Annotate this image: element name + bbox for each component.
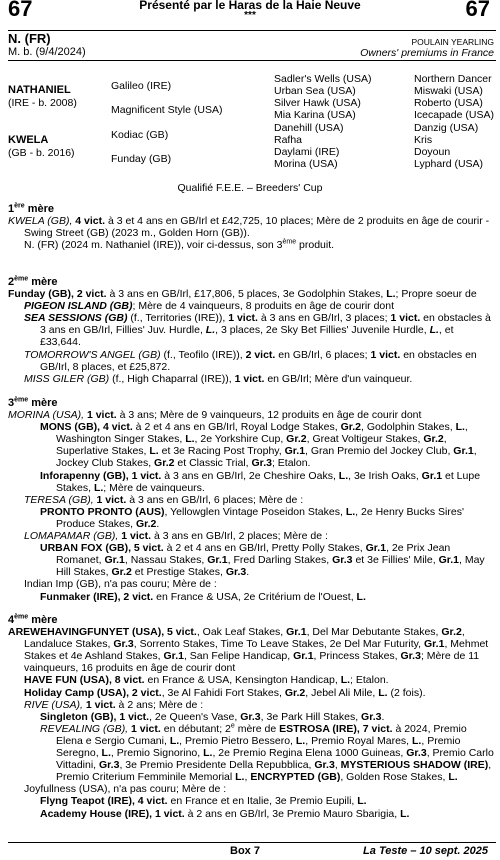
- pedigree-gen3: Daylami (IRE): [274, 146, 340, 158]
- dam-info: (GB - b. 2016): [8, 147, 75, 159]
- pedigree-gen3: Silver Hawk (USA): [274, 97, 361, 109]
- second-dam-section: [8, 276, 494, 385]
- lot-number-left: 67: [8, 0, 33, 21]
- produce-line: LOMAPAMAR (GB), 1 vict. à 3 ans en GB/Irl, 2 places; Mère de :: [24, 530, 328, 543]
- sub-header-rule: [8, 60, 496, 61]
- dam-paragraph: MORINA (USA), 1 vict. à 3 ans; Mère de 9 vainqueurs, 12 produits en âge de courir dont: [8, 409, 422, 422]
- stars: ***: [244, 10, 256, 21]
- footer-sale: La Teste – 10 sept. 2025: [363, 845, 488, 857]
- section-title-m2: 2ème mère: [8, 275, 58, 288]
- pedigree-gen4: Miswaki (USA): [414, 85, 483, 97]
- pedigree-gen4: Icecapade (USA): [414, 109, 494, 121]
- produce-line: Joyfullness (USA), n'a pas couru; Mère de :: [24, 783, 227, 796]
- produce-line: PRONTO PRONTO (AUS), Yellowglen Vintage Poseidon Stakes, L., 2e Henry Bucks Sires' Produce Stakes, Gr.2.: [40, 505, 464, 530]
- produce-line: Inforapenny (GB), 1 vict. à 3 ans en GB/Irl, 2e Cheshire Oaks, L., 3e Irish Oaks, Gr.1 et Lupe Stakes, L.; Mère de vainqueurs.: [40, 469, 481, 494]
- header-rule: [8, 30, 496, 31]
- pedigree-gen4: Northern Dancer: [414, 73, 492, 85]
- pedigree-gen2: Magnificent Style (USA): [111, 104, 223, 116]
- horse-category: POULAIN YEARLING: [411, 37, 494, 47]
- dam-paragraph: Funday (GB), 2 vict. à 3 ans en GB/Irl, £17,806, 5 places, 3e Godolphin Stakes, L.; Propre soeur de PIGEON ISLAND (GB); Mère de 4 vainqueurs, 8 produits en âge de courir dont: [8, 288, 477, 313]
- third-dam-section: [8, 397, 494, 603]
- pedigree-gen3: Sadler's Wells (USA): [274, 73, 372, 85]
- presenter: Présenté par le Haras de la Haie Neuve: [139, 0, 361, 12]
- lot-number-right: 67: [465, 0, 490, 21]
- footer-rule: [8, 842, 496, 843]
- sire-name: NATHANIEL: [8, 84, 71, 96]
- pedigree-gen3: Urban Sea (USA): [274, 85, 356, 97]
- produce-line: RIVE (USA), 1 vict. à 2 ans; Mère de :: [24, 698, 204, 711]
- pedigree-gen2: Kodiac (GB): [111, 129, 169, 141]
- produce-line: TOMORROW'S ANGEL (GB) (f., Teofilo (IRE)), 2 vict. en GB/Irl, 6 places; 1 vict. en obstacles en GB/Irl, 8 places, et £25,872.: [24, 348, 477, 373]
- pedigree-gen3: Rafha: [274, 134, 303, 146]
- footer-box: Box 7: [230, 845, 260, 857]
- fourth-dam-section: [8, 614, 494, 820]
- dam-name: KWELA: [8, 134, 49, 146]
- produce-line: Singleton (GB), 1 vict., 2e Queen's Vase, Gr.3, 3e Park Hill Stakes, Gr.3.: [40, 710, 385, 723]
- pedigree-gen2: Funday (GB): [111, 153, 172, 165]
- produce-line: MONS (GB), 4 vict. à 2 et 4 ans en GB/Irl, Royal Lodge Stakes, Gr.2, Godolphin Stakes, L., Washington Singer Stakes, L., 2e Yorkshire Cup, Gr.2, Great Voltigeur Stakes, Gr.2, Superlative Stakes, L. et 3e Racing Post Trophy, Gr.1, Gran Premio del Jockey Club, Gr.1, Jockey Club Stakes, Gr.2 et Classic Trial, Gr.3; Etalon.: [40, 421, 477, 470]
- pedigree-gen3: Morina (USA): [274, 158, 338, 170]
- dam-paragraph: KWELA (GB), 4 vict. à 3 et 4 ans en GB/Irl et £42,725, 10 places; Mère de 2 produits en âge de courir -: [8, 215, 490, 228]
- pedigree-gen2: Galileo (IRE): [111, 80, 172, 92]
- owners-premiums: Owners' premiums in France: [360, 47, 494, 59]
- pedigree-gen3: Mia Karina (USA): [274, 109, 356, 121]
- produce-line: SEA SESSIONS (GB) (f., Territories (IRE)), 1 vict. à 3 ans en GB/Irl, 3 places; 1 vict. en obstacles à 3 ans en GB/Irl, Fillies' Juv. Hurdle, L., 3 places, 2e Sky Bet Fillies' Juvenile Hurdle, L., et £33,644.: [24, 312, 491, 349]
- section-title-m1: 1ère mère: [8, 202, 54, 215]
- produce-line: Indian Imp (GB), n'a pas couru; Mère de :: [24, 578, 217, 591]
- first-dam-section: [8, 203, 494, 251]
- produce-line: Holiday Camp (USA), 2 vict., 3e Al Fahidi Fort Stakes, Gr.2, Jebel Ali Mile, L. (2 fois).: [24, 686, 426, 699]
- produce-line: Swing Street (GB) (2023 m., Golden Horn (GB)).: [24, 227, 250, 240]
- pedigree-gen4: Roberto (USA): [414, 97, 483, 109]
- produce-line: Academy House (IRE), 1 vict. à 2 ans en GB/Irl, 3e Premio Mauro Sbarigia, L.: [40, 807, 410, 820]
- pedigree-gen3: Danehill (USA): [274, 122, 344, 134]
- produce-line: URBAN FOX (GB), 5 vict. à 2 et 4 ans en GB/Irl, Pretty Polly Stakes, Gr.1, 2e Prix Jean Romanet, Gr.1, Nassau Stakes, Gr.1, Fred Darling Stakes, Gr.3 et 3e Fillies' Mile, Gr.1, May Hill Stakes, Gr.2 et Prestige Stakes, Gr.3.: [40, 542, 485, 579]
- dam-paragraph: AREWEHAVINGFUNYET (USA), 5 vict., Oak Leaf Stakes, Gr.1, Del Mar Debutante Stakes, Gr.2, Landaluce Stakes, Gr.3, Sorrento Stakes, Time To Leave Stakes, 2e Del Mar Futurity, Gr.1, Mehmet Stakes et 4e Ashland Stakes, Gr.1, San Felipe Handicap, Gr.1, Princess Stakes, Gr.3; Mère de 11 vainqueurs, 16 produits en âge de courir dont: [8, 626, 489, 675]
- produce-line: Funmaker (IRE), 2 vict. en France & USA, 2e Critérium de l'Ouest, L.: [40, 590, 366, 603]
- pedigree-gen4: Danzig (USA): [414, 122, 479, 134]
- produce-line: HAVE FUN (USA), 8 vict. en France & USA, Kensington Handicap, L.; Etalon.: [24, 674, 389, 687]
- produce-line: N. (FR) (2024 m. Nathaniel (IRE)), voir ci-dessus, son 3ème produit.: [24, 238, 335, 252]
- pedigree-gen4: Lyphard (USA): [414, 158, 484, 170]
- section-title-m4: 4ème mère: [8, 613, 58, 626]
- produce-line: Flyng Teapot (IRE), 4 vict. en France et en Italie, 3e Premio Eupili, L.: [40, 795, 367, 808]
- produce-line: TERESA (GB), 1 vict. à 3 ans en GB/Irl, 6 places; Mère de :: [24, 493, 304, 506]
- pedigree-gen4: Doyoun: [414, 146, 451, 158]
- section-title-m3: 3ème mère: [8, 396, 58, 409]
- qualification: Qualifié F.E.E. – Breeders' Cup: [177, 182, 323, 194]
- produce-line: REVEALING (GB), 1 vict. en débutant; 2e mère de ESTROSA (IRE), 7 vict. à 2024, Premio Elena e Sergio Cumani, L., Premio Pietro Bessero, L., Premio Royal Mares, L., Premio Seregno, L., Premio Signorino, L., 2e Premio Regina Elena 1000 Guineas, Gr.3, Premio Carlo Vittadini, Gr.3, 3e Premio Presidente Della Repubblica, Gr.3, MYSTERIOUS SHADOW (IRE), Premio Criterium Femminile Memorial L., ENCRYPTED (GB), Golden Rose Stakes, L.: [40, 722, 494, 784]
- horse-sex-country: N. (FR): [8, 31, 51, 46]
- produce-line: MISS GILER (GB) (f., High Chaparral (IRE)), 1 vict. en GB/Irl; Mère d'un vainqueur.: [24, 372, 413, 385]
- horse-color-birth: M. b. (9/4/2024): [8, 46, 86, 58]
- sire-info: (IRE - b. 2008): [8, 97, 77, 109]
- pedigree-gen4: Kris: [414, 134, 433, 146]
